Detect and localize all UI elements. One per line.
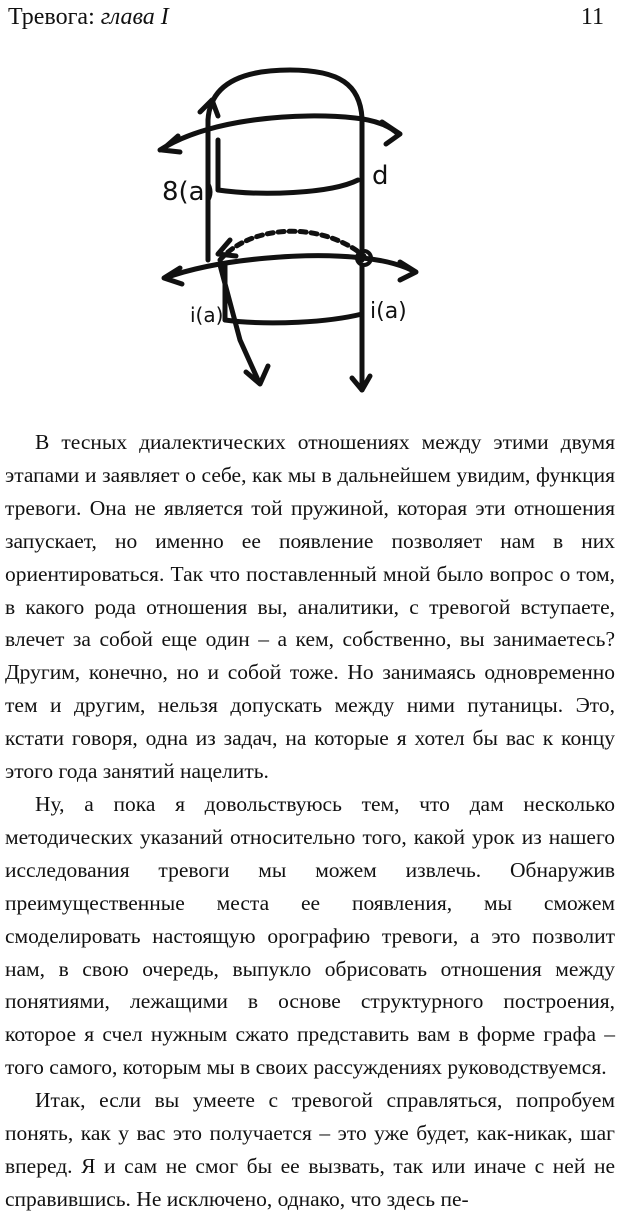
middle-horizontal-curve [165, 256, 415, 278]
running-head [8, 4, 169, 31]
body-text [5, 426, 615, 1216]
hand-drawn-graph [150, 60, 440, 400]
paragraph: В тесных диалектических отношениях между этими двумя этапами и заявляет о себе, как мы в дальнейшем увидим, функция тревоги. Она не является той пружиной, которая эти отношения запускает, но именно ее появление позволяет нам в них ориентироваться. Так что поставленный мной было вопрос о том, в какого рода отношения вы, аналитики, с тревогой вступаете, влечет за собой еще один – а кем, собственно, вы занимаетесь? Другим, конечно, но и собой тоже. Но занимаясь одновременно тем и другим, нельзя допускать между ними путаницы. Это, кстати говоря, одна из задач, на которые я хотел бы вас к концу этого года занятий нацелить. [5, 430, 615, 784]
label-left-bottom: i(a) [190, 303, 224, 327]
chapter-label: глава I [100, 4, 169, 30]
top-right-arrowhead [382, 122, 400, 144]
paragraph: Ну, а пока я довольствуюсь тем, что дам несколько методических указаний относительно того, какой урок из нашего исследования тревоги мы можем извлечь. Обнаружив преимущественные места ее появления, мы сможем смоделировать настоящую орографию тревоги, а это позволит нам, в свою очередь, выпукло обрисовать отношения между понятиями, лежащими в основе структурного построения, которое я счел нужным сжато представить вам в форме графа – того самого, которым мы в своих рассуждениях руководствуемся. [5, 791, 615, 1080]
page-number: 11 [580, 4, 604, 30]
lower-box-bottom [225, 314, 362, 323]
top-dome-arc [208, 70, 362, 120]
running-title: Тревога: [8, 4, 101, 30]
upper-box-bottom [218, 180, 358, 193]
label-right-bottom: i(a) [370, 299, 407, 324]
paragraph: Итак, если вы умеете с тревогой справляться, попробуем понять, как у вас это получается – это уже будет, как-никак, шаг вперед. Я и сам не смог бы ее вызвать, так или иначе с ней не справившись. Не исключено, однако, что здесь пе- [5, 1088, 615, 1211]
label-left-top: 8(a) [162, 177, 215, 207]
label-right-top: d [372, 161, 389, 191]
top-left-arrowhead [162, 136, 180, 152]
